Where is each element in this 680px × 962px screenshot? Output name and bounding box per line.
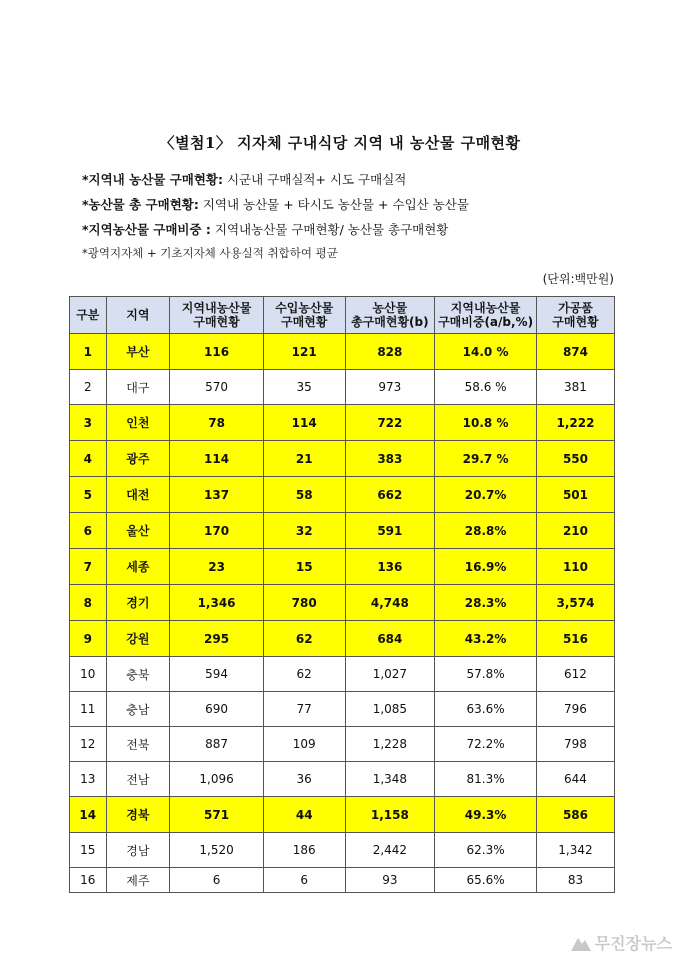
total-purchase-cell: 4,748 <box>345 585 435 621</box>
total-purchase-cell: 1,158 <box>345 797 435 833</box>
region-name-cell: 경기 <box>106 585 170 621</box>
local-ratio-cell: 58.6 % <box>435 370 537 405</box>
row-id-cell: 8 <box>70 585 107 621</box>
local-ratio-cell: 81.3% <box>435 762 537 797</box>
total-purchase-cell: 973 <box>345 370 435 405</box>
note-label: *농산물 총 구매현황: <box>82 197 199 212</box>
processed-purchase-cell: 210 <box>536 513 614 549</box>
import-purchase-cell: 77 <box>263 692 345 727</box>
note-text: 시군내 구매실적+ 시도 구매실적 <box>223 172 407 187</box>
local-purchase-cell: 1,096 <box>170 762 264 797</box>
header-line: 농산물 <box>372 301 408 315</box>
header-line: 구매비중(a/b,%) <box>438 315 534 329</box>
table-row <box>70 868 615 893</box>
table-row <box>70 441 615 477</box>
region-name-cell: 경남 <box>106 833 170 868</box>
table-row <box>70 797 615 833</box>
local-purchase-cell: 137 <box>170 477 264 513</box>
import-purchase-cell: 121 <box>263 334 345 370</box>
processed-purchase-cell: 501 <box>536 477 614 513</box>
header-local-ratio <box>435 297 537 334</box>
header-region <box>106 297 170 334</box>
row-id-cell: 15 <box>70 833 107 868</box>
total-purchase-cell: 1,085 <box>345 692 435 727</box>
import-purchase-cell: 58 <box>263 477 345 513</box>
table-body <box>70 334 615 893</box>
total-purchase-cell: 828 <box>345 334 435 370</box>
header-local-purchase <box>170 297 264 334</box>
header-line: 구매현황 <box>193 315 240 329</box>
region-name-cell: 세종 <box>106 549 170 585</box>
header-line: 총구매현황(b) <box>351 315 429 329</box>
local-ratio-cell: 29.7 % <box>435 441 537 477</box>
local-purchase-cell: 170 <box>170 513 264 549</box>
watermark-text: 무진장뉴스 <box>594 934 672 953</box>
processed-purchase-cell: 612 <box>536 657 614 692</box>
local-purchase-cell: 571 <box>170 797 264 833</box>
row-id-cell: 14 <box>70 797 107 833</box>
header-line: 지역 <box>126 308 150 322</box>
table-row <box>70 621 615 657</box>
processed-purchase-cell: 874 <box>536 334 614 370</box>
local-purchase-cell: 114 <box>170 441 264 477</box>
region-name-cell: 전남 <box>106 762 170 797</box>
import-purchase-cell: 6 <box>263 868 345 893</box>
row-id-cell: 9 <box>70 621 107 657</box>
local-ratio-cell: 72.2% <box>435 727 537 762</box>
header-line: 구매현황 <box>552 315 599 329</box>
import-purchase-cell: 114 <box>263 405 345 441</box>
purchase-table <box>69 296 615 893</box>
import-purchase-cell: 109 <box>263 727 345 762</box>
import-purchase-cell: 44 <box>263 797 345 833</box>
table-row <box>70 405 615 441</box>
processed-purchase-cell: 516 <box>536 621 614 657</box>
local-ratio-cell: 65.6% <box>435 868 537 893</box>
row-id-cell: 4 <box>70 441 107 477</box>
note-item <box>82 170 469 195</box>
import-purchase-cell: 35 <box>263 370 345 405</box>
import-purchase-cell: 21 <box>263 441 345 477</box>
row-id-cell: 16 <box>70 868 107 893</box>
row-id-cell: 2 <box>70 370 107 405</box>
table-row <box>70 477 615 513</box>
local-ratio-cell: 20.7% <box>435 477 537 513</box>
table-row <box>70 513 615 549</box>
note-label: *지역농산물 구매비중 : <box>82 222 211 237</box>
notes-list <box>82 170 469 270</box>
table-row <box>70 762 615 797</box>
unit-label: (단위:백만원) <box>542 272 614 286</box>
row-id-cell: 7 <box>70 549 107 585</box>
row-id-cell: 6 <box>70 513 107 549</box>
row-id-cell: 10 <box>70 657 107 692</box>
total-purchase-cell: 591 <box>345 513 435 549</box>
total-purchase-cell: 662 <box>345 477 435 513</box>
processed-purchase-cell: 644 <box>536 762 614 797</box>
local-purchase-cell: 295 <box>170 621 264 657</box>
processed-purchase-cell: 1,342 <box>536 833 614 868</box>
import-purchase-cell: 15 <box>263 549 345 585</box>
table-row <box>70 833 615 868</box>
import-purchase-cell: 780 <box>263 585 345 621</box>
local-ratio-cell: 62.3% <box>435 833 537 868</box>
region-name-cell: 광주 <box>106 441 170 477</box>
region-name-cell: 강원 <box>106 621 170 657</box>
region-name-cell: 충남 <box>106 692 170 727</box>
processed-purchase-cell: 110 <box>536 549 614 585</box>
total-purchase-cell: 93 <box>345 868 435 893</box>
local-purchase-cell: 570 <box>170 370 264 405</box>
local-purchase-cell: 78 <box>170 405 264 441</box>
local-ratio-cell: 28.8% <box>435 513 537 549</box>
total-purchase-cell: 136 <box>345 549 435 585</box>
import-purchase-cell: 186 <box>263 833 345 868</box>
region-name-cell: 충북 <box>106 657 170 692</box>
region-name-cell: 울산 <box>106 513 170 549</box>
page-title: 〈별첨1〉 지자체 구내식당 지역 내 농산물 구매현황 <box>159 134 521 152</box>
processed-purchase-cell: 83 <box>536 868 614 893</box>
table-header-row <box>70 297 615 334</box>
import-purchase-cell: 62 <box>263 621 345 657</box>
row-id-cell: 13 <box>70 762 107 797</box>
processed-purchase-cell: 550 <box>536 441 614 477</box>
row-id-cell: 11 <box>70 692 107 727</box>
import-purchase-cell: 36 <box>263 762 345 797</box>
local-purchase-cell: 23 <box>170 549 264 585</box>
header-line: 구분 <box>76 308 100 322</box>
local-ratio-cell: 28.3% <box>435 585 537 621</box>
processed-purchase-cell: 586 <box>536 797 614 833</box>
import-purchase-cell: 32 <box>263 513 345 549</box>
processed-purchase-cell: 1,222 <box>536 405 614 441</box>
note-label: *지역내 농산물 구매현황: <box>82 172 223 187</box>
table-row <box>70 370 615 405</box>
local-ratio-cell: 63.6% <box>435 692 537 727</box>
region-name-cell: 전북 <box>106 727 170 762</box>
table-row <box>70 727 615 762</box>
local-ratio-cell: 16.9% <box>435 549 537 585</box>
local-purchase-cell: 6 <box>170 868 264 893</box>
total-purchase-cell: 1,348 <box>345 762 435 797</box>
local-ratio-cell: 49.3% <box>435 797 537 833</box>
processed-purchase-cell: 798 <box>536 727 614 762</box>
header-line: 지역내농산물 <box>450 301 521 315</box>
processed-purchase-cell: 381 <box>536 370 614 405</box>
row-id-cell: 1 <box>70 334 107 370</box>
local-purchase-cell: 887 <box>170 727 264 762</box>
region-name-cell: 대구 <box>106 370 170 405</box>
region-name-cell: 대전 <box>106 477 170 513</box>
table-row <box>70 692 615 727</box>
table-row <box>70 549 615 585</box>
header-line: 구매현황 <box>281 315 328 329</box>
note-text: *광역지자체 + 기초지자체 사용실적 취합하여 평균 <box>82 246 338 260</box>
local-purchase-cell: 1,346 <box>170 585 264 621</box>
header-id <box>70 297 107 334</box>
local-ratio-cell: 14.0 % <box>435 334 537 370</box>
local-ratio-cell: 10.8 % <box>435 405 537 441</box>
local-purchase-cell: 116 <box>170 334 264 370</box>
region-name-cell: 인천 <box>106 405 170 441</box>
local-purchase-cell: 690 <box>170 692 264 727</box>
total-purchase-cell: 1,228 <box>345 727 435 762</box>
header-import-purchase <box>263 297 345 334</box>
total-purchase-cell: 722 <box>345 405 435 441</box>
watermark <box>571 931 672 954</box>
note-item <box>82 195 469 220</box>
total-purchase-cell: 1,027 <box>345 657 435 692</box>
region-name-cell: 제주 <box>106 868 170 893</box>
header-processed-purchase <box>536 297 614 334</box>
local-ratio-cell: 57.8% <box>435 657 537 692</box>
local-purchase-cell: 594 <box>170 657 264 692</box>
row-id-cell: 12 <box>70 727 107 762</box>
import-purchase-cell: 62 <box>263 657 345 692</box>
table-row <box>70 585 615 621</box>
region-name-cell: 경북 <box>106 797 170 833</box>
header-line: 지역내농산물 <box>181 301 252 315</box>
table-row <box>70 334 615 370</box>
row-id-cell: 3 <box>70 405 107 441</box>
header-line: 수입농산물 <box>275 301 334 315</box>
row-id-cell: 5 <box>70 477 107 513</box>
processed-purchase-cell: 796 <box>536 692 614 727</box>
note-text: 지역내농산물 구매현황/ 농산물 총구매현황 <box>210 222 449 237</box>
table-row <box>70 657 615 692</box>
header-line: 가공품 <box>558 301 593 315</box>
total-purchase-cell: 2,442 <box>345 833 435 868</box>
total-purchase-cell: 383 <box>345 441 435 477</box>
region-name-cell: 부산 <box>106 334 170 370</box>
note-item <box>82 220 469 245</box>
header-total-purchase <box>345 297 435 334</box>
processed-purchase-cell: 3,574 <box>536 585 614 621</box>
note-text: 지역내 농산물 + 타시도 농산물 + 수입산 농산물 <box>198 197 469 212</box>
total-purchase-cell: 684 <box>345 621 435 657</box>
local-ratio-cell: 43.2% <box>435 621 537 657</box>
mountain-logo-icon <box>571 934 591 952</box>
note-item <box>82 245 469 270</box>
local-purchase-cell: 1,520 <box>170 833 264 868</box>
